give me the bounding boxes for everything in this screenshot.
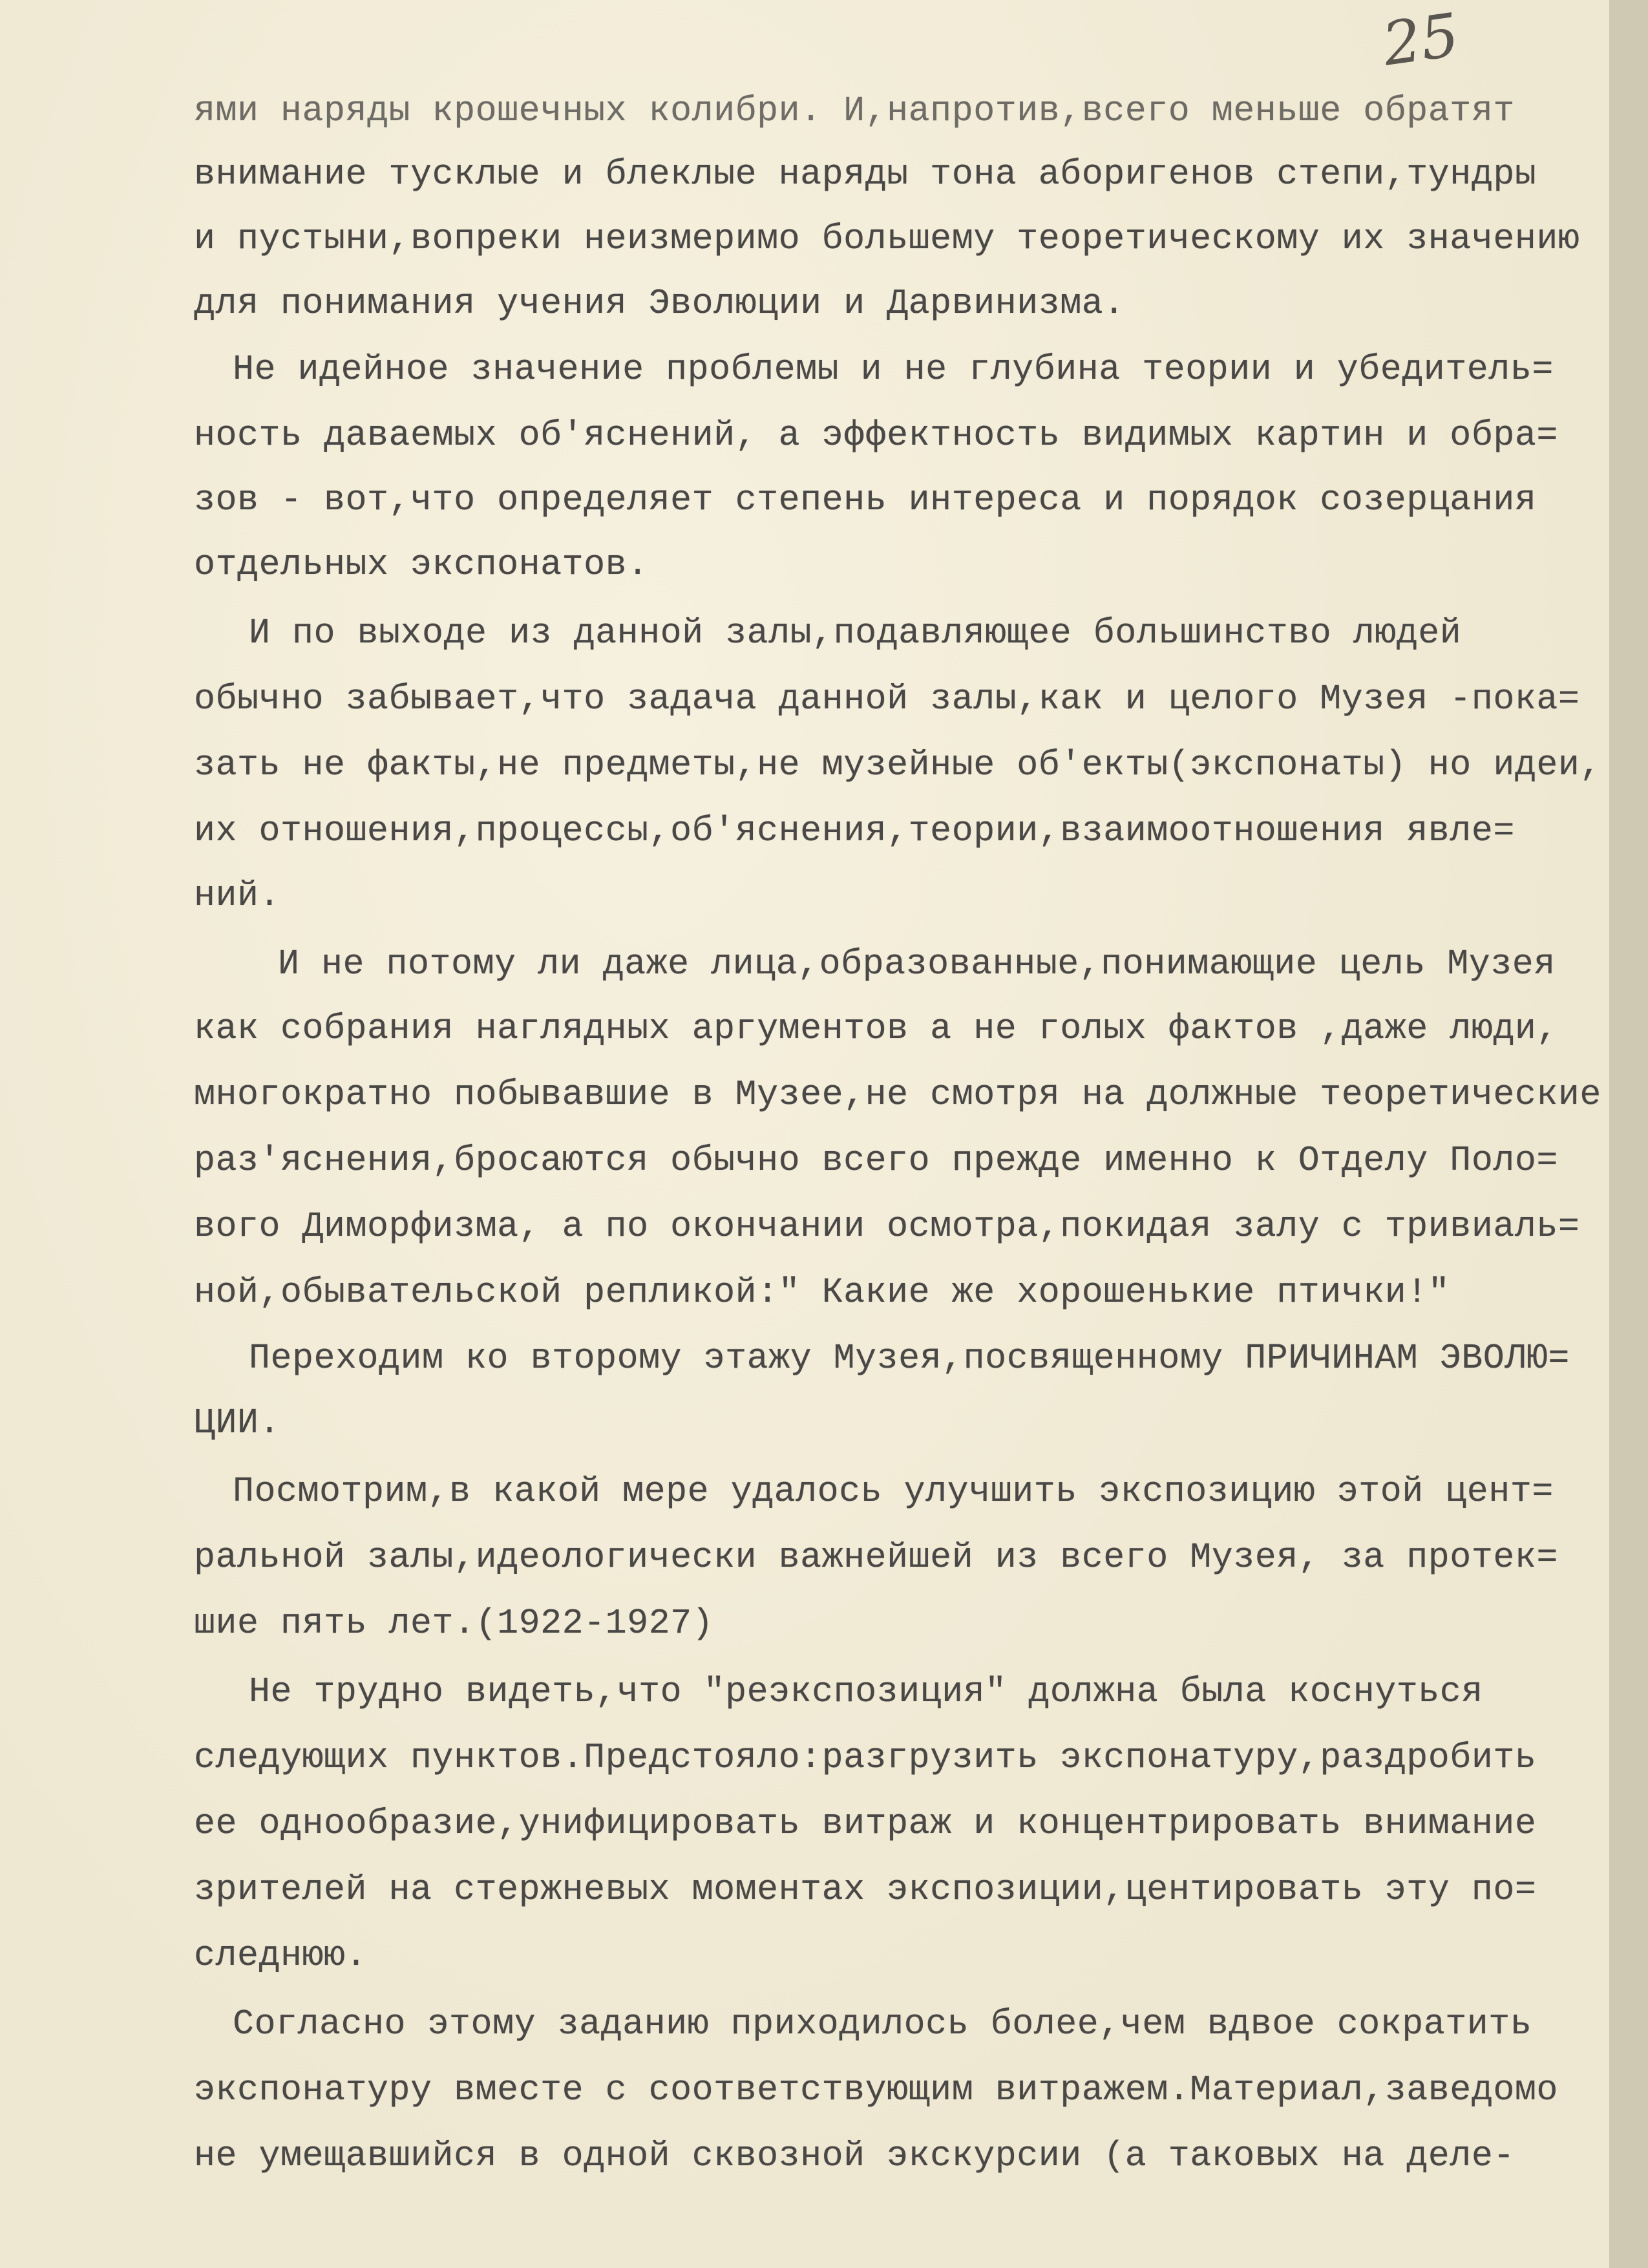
text-line: Не идейное значение проблемы и не глубина теории и убедитель= — [233, 349, 1554, 390]
text-line: зать не факты,не предметы,не музейные об'екты(экспонаты) но идеи, — [194, 745, 1601, 785]
page-number: 25 — [1379, 0, 1463, 79]
text-line: и пустыни,вопреки неизмеримо большему теоретическому их значению — [194, 218, 1580, 259]
text-line: вого Диморфизма, а по окончании осмотра,покидая залу с тривиаль= — [194, 1206, 1580, 1247]
text-line: Согласно этому заданию приходилось более,чем вдвое сократить — [233, 2004, 1532, 2044]
text-line: шие пять лет.(1922-1927) — [194, 1603, 714, 1644]
text-line: не умещавшийся в одной сквозной экскурсии (а таковых на деле- — [194, 2136, 1515, 2176]
text-line: Переходим ко второму этажу Музея,посвященному ПРИЧИНАМ ЭВОЛЮ= — [249, 1338, 1570, 1379]
text-line: экспонатуру вместе с соответствующим витражем.Материал,заведомо — [194, 2070, 1558, 2110]
text-line: следнюю. — [194, 1935, 368, 1976]
text-line: внимание тусклые и блеклые наряды тона аборигенов степи,тундры — [194, 154, 1537, 195]
text-line: ральной залы,идеологически важнейшей из всего Музея, за протек= — [194, 1537, 1558, 1578]
text-line: многократно побывавшие в Музее,не смотря на должные теоретические — [194, 1074, 1601, 1115]
text-line: следующих пунктов.Предстояло:разгрузить экспонатуру,раздробить — [194, 1737, 1537, 1778]
text-line: раз'яснения,бросаются обычно всего прежде именно к Отделу Поло= — [194, 1140, 1558, 1181]
text-line: зов - вот,что определяет степень интереса и порядок созерцания — [194, 480, 1537, 520]
text-line: И по выходе из данной залы,подавляющее большинство людей — [249, 613, 1462, 653]
text-line: их отношения,процессы,об'яснения,теории,взаимоотношения явле= — [194, 811, 1515, 851]
text-line: ний. — [194, 875, 281, 916]
text-line: отдельных экспонатов. — [194, 544, 649, 585]
text-line: И не потому ли даже лица,образованные,понимающие цель Музея — [278, 944, 1556, 984]
background-edge — [1609, 0, 1648, 2268]
text-line: Не трудно видеть,что "реэкспозиция" должна была коснуться — [249, 1671, 1483, 1712]
text-line: для понимания учения Эволюции и Дарвинизма. — [194, 283, 1125, 324]
text-line: ность даваемых об'яснений, а эффектность видимых картин и обра= — [194, 415, 1558, 456]
text-line: как собрания наглядных аргументов а не голых фактов ,даже люди, — [194, 1008, 1558, 1049]
text-line: ями наряды крошечных колибри. И,напротив,всего меньше обратят — [194, 90, 1515, 131]
text-line: ЦИИ. — [194, 1403, 281, 1443]
text-line: Посмотрим,в какой мере удалось улучшить экспозицию этой цент= — [233, 1471, 1554, 1512]
text-line: ной,обывательской репликой:" Какие же хорошенькие птички!" — [194, 1272, 1450, 1313]
text-line: зрителей на стержневых моментах экспозиции,центировать эту по= — [194, 1869, 1537, 1910]
text-line: ее однообразие,унифицировать витраж и концентрировать внимание — [194, 1803, 1537, 1844]
text-line: обычно забывает,что задача данной залы,как и целого Музея -пока= — [194, 679, 1580, 719]
